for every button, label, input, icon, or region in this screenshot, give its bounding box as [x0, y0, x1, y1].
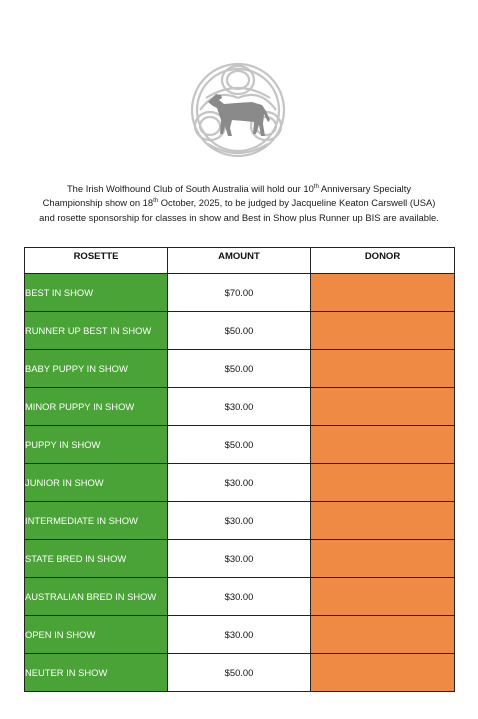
rosette-cell: NEUTER IN SHOW [25, 654, 168, 692]
rosette-cell: BEST IN SHOW [25, 274, 168, 312]
table-row [25, 274, 455, 312]
club-logo [186, 58, 290, 162]
donor-cell[interactable] [311, 540, 455, 578]
amount-cell: $30.00 [168, 464, 311, 502]
header-donor: DONOR [311, 248, 455, 274]
rosette-cell: INTERMEDIATE IN SHOW [25, 502, 168, 540]
donor-cell[interactable] [311, 578, 455, 616]
table-row [25, 654, 455, 692]
donor-cell[interactable] [311, 502, 455, 540]
donor-cell[interactable] [311, 464, 455, 502]
table-row [25, 464, 455, 502]
header-rosette: ROSETTE [25, 248, 168, 274]
intro-text [10, 182, 468, 225]
amount-cell: $50.00 [168, 312, 311, 350]
intro-line-1-tail: Anniversary Specialty [318, 183, 412, 194]
rosette-cell: RUNNER UP BEST IN SHOW [25, 312, 168, 350]
amount-cell: $50.00 [168, 654, 311, 692]
rosette-cell: BABY PUPPY IN SHOW [25, 350, 168, 388]
table-row [25, 350, 455, 388]
rosette-cell: OPEN IN SHOW [25, 616, 168, 654]
amount-cell: $70.00 [168, 274, 311, 312]
table-row [25, 540, 455, 578]
wolfhound-logo-icon [186, 58, 290, 162]
intro-line-2-tail: October, 2025, to be judged by Jacqueline Keaton Carswell (USA) [158, 197, 436, 209]
donor-cell[interactable] [311, 312, 455, 350]
amount-cell: $30.00 [168, 388, 311, 426]
table-row [25, 426, 455, 464]
amount-cell: $50.00 [168, 350, 311, 388]
rosette-cell: STATE BRED IN SHOW [25, 540, 168, 578]
sponsorship-table [24, 247, 455, 692]
table-row [25, 616, 455, 654]
ordinal-suffix: th [153, 198, 159, 205]
amount-cell: $50.00 [168, 426, 311, 464]
intro-line-2-text: Championship show on 18 [42, 197, 154, 209]
amount-cell: $30.00 [168, 540, 311, 578]
donor-cell[interactable] [311, 388, 455, 426]
donor-cell[interactable] [311, 274, 455, 312]
amount-cell: $30.00 [168, 502, 311, 540]
intro-line-2 [10, 196, 468, 210]
rosette-cell: JUNIOR IN SHOW [25, 464, 168, 502]
table-row [25, 578, 455, 616]
amount-cell: $30.00 [168, 616, 311, 654]
intro-line-1-text: The Irish Wolfhound Club of South Australia will hold our 10 [66, 183, 314, 194]
donor-cell[interactable] [311, 654, 455, 692]
rosette-cell: MINOR PUPPY IN SHOW [25, 388, 168, 426]
table-row [25, 312, 455, 350]
donor-cell[interactable] [311, 616, 455, 654]
intro-line-3: and rosette sponsorship for classes in show and Best in Show plus Runner up BIS are available. [39, 211, 439, 223]
ordinal-suffix: th [313, 184, 319, 190]
donor-cell[interactable] [311, 350, 455, 388]
table-row [25, 502, 455, 540]
intro-line-1 [10, 182, 468, 196]
amount-cell: $30.00 [168, 578, 311, 616]
donor-cell[interactable] [311, 426, 455, 464]
rosette-cell: PUPPY IN SHOW [25, 426, 168, 464]
header-amount: AMOUNT [168, 248, 311, 274]
table-row [25, 388, 455, 426]
rosette-cell: AUSTRALIAN BRED IN SHOW [25, 578, 168, 616]
table-header-row [25, 248, 455, 274]
